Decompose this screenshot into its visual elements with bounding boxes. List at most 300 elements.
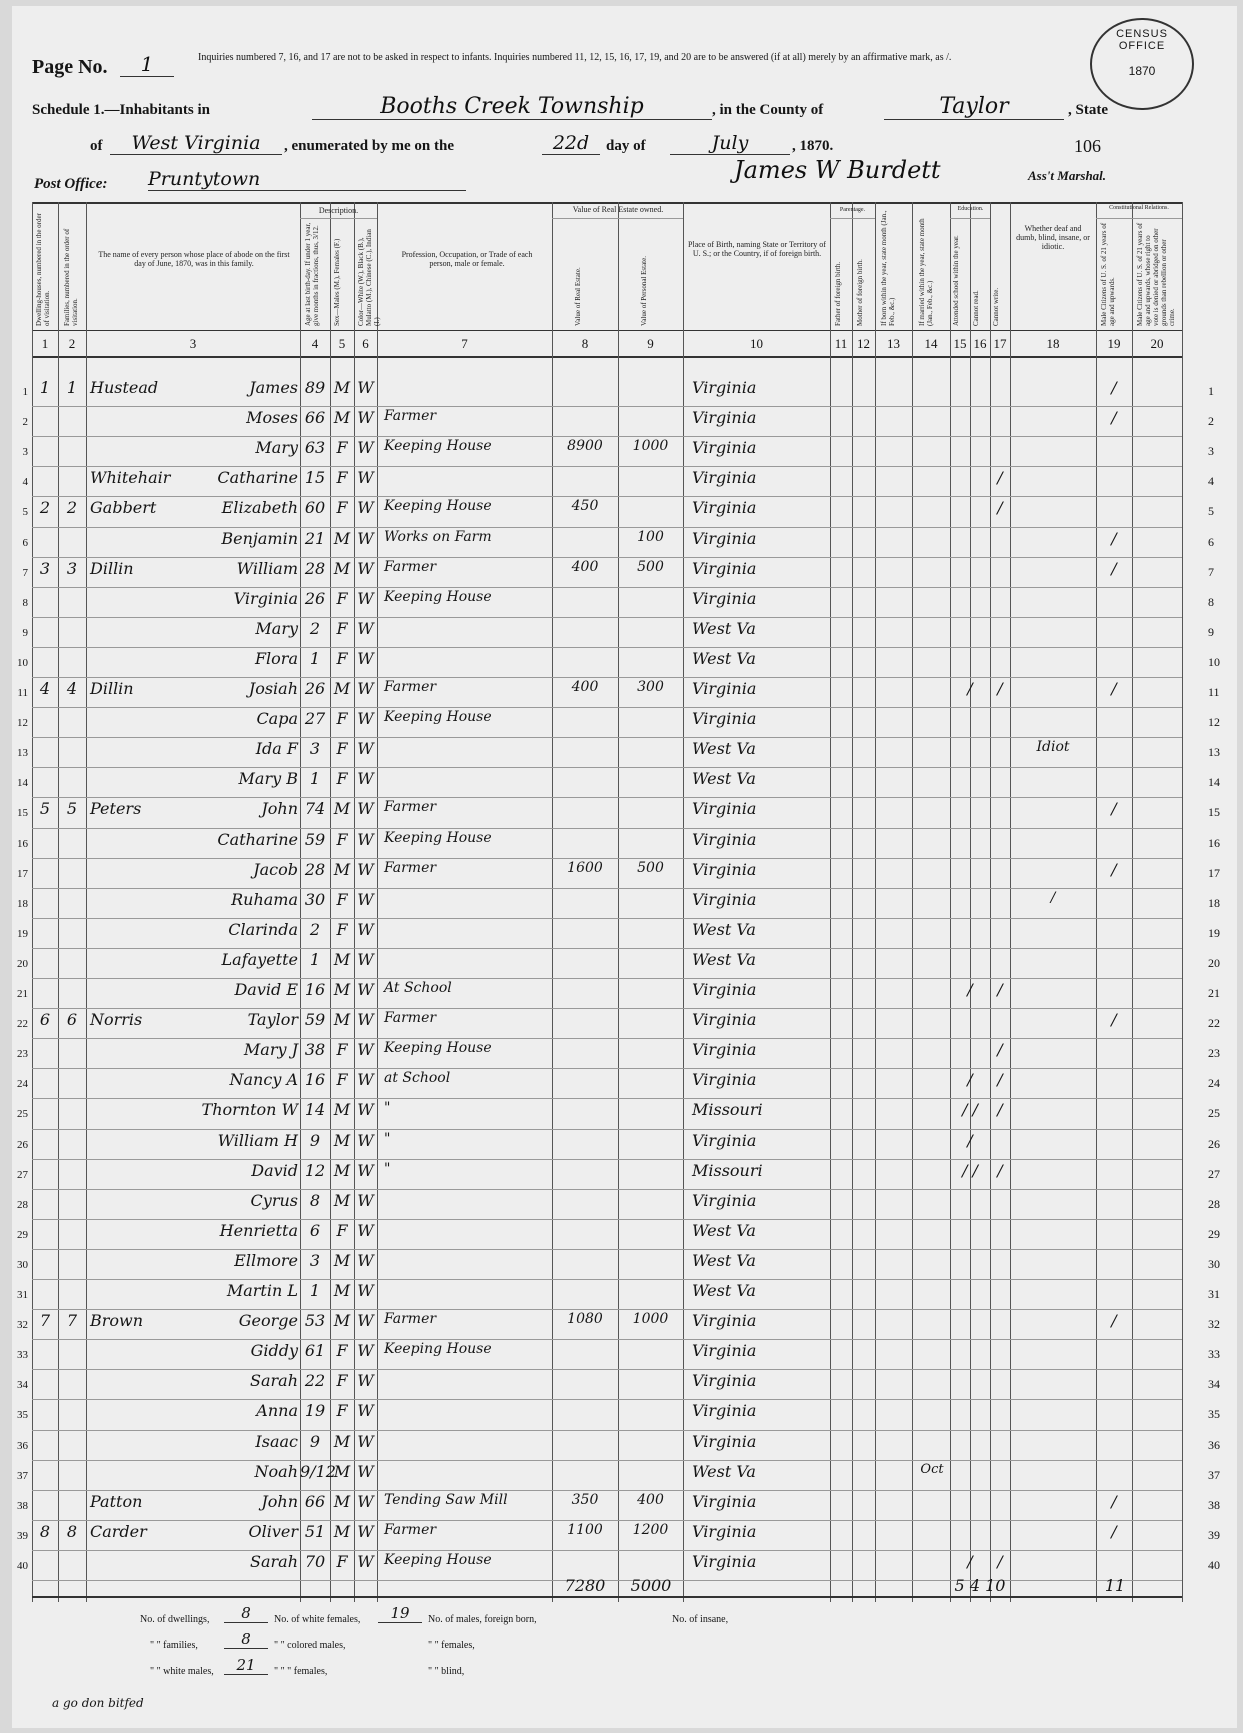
table-row [32,920,1182,950]
right-line-number: 7 [1208,564,1214,579]
real-estate-value: 400 [571,679,599,695]
right-line-number: 18 [1208,895,1220,910]
line-number: 36 [17,1439,28,1452]
occupation: Keeping House [384,498,492,515]
color: W [357,1220,374,1240]
given-name: Jacob [253,859,298,879]
table-row [32,950,1182,980]
table-row [32,498,1182,528]
line-number: 4 [22,476,28,489]
birthplace: Virginia [692,1401,757,1421]
birthplace: Virginia [692,528,757,548]
color: W [357,889,374,909]
right-line-number: 16 [1208,835,1220,850]
line-number: 30 [17,1258,28,1271]
header-cannot-write: Cannot write. [992,287,1000,326]
right-line-number: 26 [1208,1136,1220,1151]
age: 53 [304,1311,326,1331]
cannot-write-mark: / [997,1070,1003,1090]
sex: F [336,588,348,608]
table-row [32,1281,1182,1311]
age: 1 [309,949,321,969]
table-row [32,890,1182,920]
surname: Hustead [90,378,159,397]
cannot-write-mark: / [997,498,1003,518]
family-number: 8 [66,1521,78,1541]
personal-estate-value: 500 [637,558,664,575]
header-name: The name of every person whose place of abode on the first day of June, 1870, was in this family. [98,250,290,268]
header-color: Color—White (W.), Black (B.), Mulatto (M.), Chinese (C.), Indian (I.) [357,229,381,326]
right-line-number: 35 [1208,1407,1220,1422]
color: W [357,980,374,999]
occupation: At School [384,980,452,996]
given-name: James [249,378,298,397]
total-personal-estate: 5000 [630,1576,672,1595]
column-number: 10 [750,336,763,351]
column-number: 5 [338,336,346,351]
sex: F [336,889,348,909]
color: W [357,1281,374,1300]
family-number: 3 [66,558,78,578]
state-label: , State [1068,102,1108,118]
white-females-count: 19 [378,1604,422,1623]
line-number: 15 [17,807,28,820]
real-estate-value: 1600 [567,859,603,876]
sex: M [333,1160,351,1180]
occupation: Keeping House [384,588,492,605]
birthplace: Virginia [692,1130,757,1150]
occupation: Farmer [384,408,437,425]
enum-month: July [670,132,790,155]
line-number: 25 [17,1108,28,1121]
age: 16 [304,1070,326,1090]
color: W [357,468,374,488]
given-name: Benjamin [221,528,298,548]
column-number: 3 [189,336,197,351]
age: 60 [304,498,326,518]
header-constitutional: Constitutional Relations. [1109,205,1169,211]
right-line-number: 15 [1208,805,1220,820]
right-line-number: 39 [1208,1527,1220,1542]
table-row [32,1311,1182,1341]
line-number: 38 [17,1499,28,1512]
color: W [357,1401,374,1421]
given-name: William H [217,1130,298,1150]
right-line-number: 30 [1208,1256,1220,1271]
disability: / [1050,889,1056,906]
table-row [32,438,1182,468]
column-number: 8 [581,336,589,351]
header-dwelling: Dwelling-houses, numbered in the order of visitation. [35,213,51,326]
right-line-number: 2 [1208,414,1214,429]
sex: M [333,1491,351,1511]
surname: Gabbert [90,498,157,518]
column-number: 2 [68,336,76,351]
birthplace: Virginia [692,1010,757,1030]
age: 14 [304,1100,326,1120]
line-number: 33 [17,1349,28,1362]
right-line-number: 17 [1208,865,1220,880]
sex: F [336,739,348,759]
line-number: 17 [17,867,28,880]
birthplace: Virginia [692,498,757,518]
right-line-number: 11 [1208,685,1220,699]
age: 3 [309,739,321,759]
age: 21 [304,528,326,548]
header-male-citizens: Male Citizens of U. S. of 21 years of age and upwards. [1100,222,1116,326]
color: W [357,438,374,458]
county: Taylor [884,94,1064,120]
post-office: Pruntytown [148,168,466,191]
occupation: Keeping House [384,1341,492,1358]
table-row [32,559,1182,589]
right-line-number: 6 [1208,534,1214,549]
table-row [32,529,1182,559]
table-row [32,1191,1182,1221]
sex: F [336,468,348,488]
male-citizen-mark: / [1111,859,1117,879]
color: W [357,1040,374,1060]
birthplace: West Va [692,618,756,638]
color: W [357,799,374,819]
given-name: Mary [255,438,298,458]
insane-label: No. of insane, [672,1614,729,1625]
header-occupation: Profession, Occupation, or Trade of each person, male or female. [401,250,533,268]
sex: F [336,919,348,939]
occupation: Farmer [384,799,437,816]
right-line-number: 4 [1208,474,1214,489]
sex: F [336,829,348,849]
birthplace: West Va [692,1461,756,1481]
line-number: 6 [22,536,28,549]
given-name: Nancy A [229,1070,298,1090]
line-number: 14 [17,777,28,790]
color: W [357,1521,374,1541]
age: 51 [304,1521,326,1541]
post-office-label: Post Office: [34,176,108,192]
header-vote-denied: Male Citizens of U. S. of 21 years of age and upwards, whose right to vote is denied or abridged on other grounds than rebellion or other crime. [1136,222,1176,326]
surname: Patton [90,1491,143,1511]
line-number: 1 [22,386,28,398]
table-row [32,468,1182,498]
real-estate-value: 1100 [567,1521,603,1538]
table-row [32,709,1182,739]
line-number: 5 [22,506,28,519]
dwelling-number: 1 [39,378,51,397]
census-office-stamp [1090,18,1194,110]
birthplace: Virginia [692,1070,757,1090]
male-citizen-mark: / [1111,679,1117,698]
table-row [32,408,1182,438]
age: 26 [304,588,326,608]
age: 66 [304,1491,326,1511]
occupation: Farmer [384,1311,437,1328]
age: 30 [304,889,326,909]
table-row [32,1522,1182,1552]
sex: F [336,1401,348,1421]
surname: Dillin [90,558,134,578]
table-row [32,1010,1182,1040]
real-estate-value: 8900 [567,438,603,455]
table-row [32,739,1182,769]
of-label: of [90,138,103,154]
age: 66 [304,408,326,428]
column-number: 7 [461,336,468,351]
total-real-estate: 7280 [564,1576,606,1595]
married-month: Oct [920,1461,944,1477]
page-number: 1 [120,52,174,77]
sheet-number: 106 [1074,136,1101,156]
cannot-write-mark: / [997,1100,1003,1120]
surname: Brown [90,1311,144,1331]
stamp-year: 1870 [1128,64,1156,78]
given-name: Josiah [248,679,298,698]
occupation: " [384,1100,391,1117]
sex: F [336,709,348,729]
right-line-number: 34 [1208,1377,1220,1392]
sex: F [336,618,348,638]
enumerated-label: , enumerated by me on the [284,138,454,154]
sex: M [333,1281,351,1300]
table-row [32,830,1182,860]
birthplace: West Va [692,1281,756,1300]
table-row [32,378,1182,408]
male-citizen-mark: / [1111,1521,1117,1541]
sex: F [336,1070,348,1090]
sex: F [336,1341,348,1361]
line-number: 27 [17,1168,28,1181]
enum-year: , 1870. [792,138,834,154]
column-number: 19 [1107,336,1121,351]
right-line-number: 1 [1208,384,1214,398]
header-mother-foreign: Mother of foreign birth. [856,259,864,326]
column-number: 6 [362,336,369,351]
table-row [32,1100,1182,1130]
color: W [357,648,374,668]
color: W [357,618,374,638]
given-name: Sarah [250,1551,298,1571]
education-marks: / [967,980,973,999]
line-number: 11 [17,687,28,699]
age: 8 [309,1190,321,1210]
given-name: Clarinda [228,919,298,939]
age: 2 [309,618,321,638]
sex: F [336,1220,348,1240]
column-number: 15 [953,336,967,351]
dwellings-count: 8 [224,1604,268,1623]
margin-note: a go don bitfed [52,1696,144,1710]
township: Booths Creek Township [312,94,712,120]
header-attended-school: Attended school within the year. [952,235,960,326]
table-row [32,679,1182,709]
table-row [32,589,1182,619]
families-label: " " families, [150,1640,198,1651]
birthplace: West Va [692,919,756,939]
age: 16 [304,980,326,999]
surname: Dillin [90,679,134,698]
sex: F [336,438,348,458]
header-real-estate: Value of Real Estate owned. [572,205,664,214]
real-estate-value: 1080 [567,1311,603,1328]
color: W [357,679,374,698]
male-citizen-mark: / [1111,1491,1117,1511]
male-citizen-mark: / [1111,1311,1117,1331]
given-name: John [261,1491,298,1511]
occupation: Keeping House [384,438,492,455]
column-number: 9 [647,336,654,351]
line-number: 9 [22,626,28,639]
birthplace: Virginia [692,378,757,397]
given-name: Ellmore [234,1250,298,1270]
given-name: Taylor [247,1010,298,1030]
sex: M [333,1521,351,1541]
family-number: 2 [66,498,78,518]
sex: F [336,498,348,518]
given-name: Ruhama [231,889,298,909]
right-line-number: 8 [1208,594,1214,609]
table-row [32,1070,1182,1100]
birthplace: Virginia [692,1431,757,1451]
birthplace: West Va [692,1250,756,1270]
sex: M [333,378,351,397]
family-number: 4 [66,679,78,698]
sex: F [336,1040,348,1060]
sex: M [333,679,351,698]
birthplace: Virginia [692,1551,757,1571]
right-line-number: 37 [1208,1467,1220,1482]
header-real-value: Value of Real Estate. [574,267,582,326]
birthplace: Virginia [692,709,757,729]
right-line-number: 12 [1208,715,1220,730]
right-line-number: 5 [1208,504,1214,519]
age: 2 [309,919,321,939]
given-name: Ida F [255,739,298,759]
birthplace: West Va [692,949,756,969]
sex: M [333,1010,351,1030]
age: 1 [309,648,321,668]
dwelling-number: 8 [39,1521,51,1541]
birthplace: Virginia [692,1311,757,1331]
birthplace: Missouri [692,1160,763,1180]
header-disability: Whether deaf and dumb, blind, insane, or idiotic. [1016,224,1090,251]
birthplace: Virginia [692,1341,757,1361]
header-education: Education. [957,206,984,212]
given-name: Thornton W [201,1100,298,1120]
line-number: 19 [17,927,28,940]
given-name: Sarah [250,1371,298,1391]
sex: F [336,648,348,668]
age: 27 [304,709,326,729]
dwellings-label: No. of dwellings, [140,1614,210,1625]
family-number: 5 [66,799,78,819]
line-number: 23 [17,1048,28,1061]
right-line-number: 20 [1208,955,1220,970]
column-number: 20 [1150,336,1164,351]
age: 28 [304,859,326,879]
enum-day: 22d [542,132,600,155]
color: W [357,588,374,608]
color: W [357,378,374,397]
line-number: 34 [17,1379,28,1392]
given-name: William [236,558,298,578]
column-number: 11 [834,336,848,351]
column-number: 4 [311,336,319,351]
color: W [357,859,374,879]
personal-estate-value: 100 [637,528,664,545]
birthplace: Virginia [692,588,757,608]
page-label: Page No. [32,56,108,78]
family-number: 7 [66,1311,78,1331]
given-name: John [261,799,298,819]
male-citizen-mark: / [1111,558,1117,578]
census-sheet [12,6,1237,1728]
schedule-label: Schedule 1.—Inhabitants in [32,102,210,118]
given-name: David [251,1160,298,1180]
line-number: 28 [17,1198,28,1211]
sex: F [336,1371,348,1391]
given-name: David E [234,980,298,999]
right-line-number: 3 [1208,444,1214,459]
colored-males-label: " " colored males, [274,1640,346,1651]
occupation: Farmer [384,679,437,695]
personal-estate-value: 1200 [632,1521,669,1538]
sex: M [333,1311,351,1331]
total-voters: 11 [1104,1576,1126,1595]
table-row [32,1251,1182,1281]
age: 19 [304,1401,326,1421]
family-number: 6 [66,1010,78,1030]
given-name: George [238,1311,298,1331]
given-name: Moses [246,408,298,428]
given-name: Mary [255,618,298,638]
education-marks: / [967,679,973,698]
age: 3 [309,1250,321,1270]
education-marks: / [967,1551,973,1571]
column-number: 14 [924,336,938,351]
real-estate-value: 400 [571,558,599,575]
personal-estate-value: 1000 [632,438,669,455]
right-line-number: 23 [1208,1046,1220,1061]
occupation: Keeping House [384,1551,492,1568]
birthplace: Virginia [692,468,757,488]
family-number: 1 [66,378,78,397]
given-name: Mary J [243,1040,298,1060]
dwelling-number: 5 [39,799,51,819]
line-number: 39 [17,1529,28,1542]
right-line-number: 10 [1208,654,1220,669]
header-personal-value: Value of Personal Estate. [640,256,648,326]
line-number: 40 [17,1559,28,1572]
age: 9/12 [300,1461,336,1481]
age: 74 [304,799,326,819]
birthplace: Virginia [692,1040,757,1060]
header-age: Age at last birth-day. If under 1 year, give months in fractions, thus, 3/12. [304,222,320,326]
birthplace: West Va [692,769,756,789]
line-number: 21 [17,988,28,1000]
right-line-number: 36 [1208,1437,1220,1452]
age: 28 [304,558,326,578]
occupation: at School [384,1070,451,1087]
color: W [357,1341,374,1361]
birthplace: West Va [692,739,756,759]
table-row [32,1492,1182,1522]
color: W [357,1130,374,1150]
birthplace: Virginia [692,859,757,879]
age: 9 [309,1431,321,1451]
occupation: Farmer [384,1521,437,1538]
column-number: 12 [857,336,870,351]
line-number: 22 [17,1018,28,1031]
